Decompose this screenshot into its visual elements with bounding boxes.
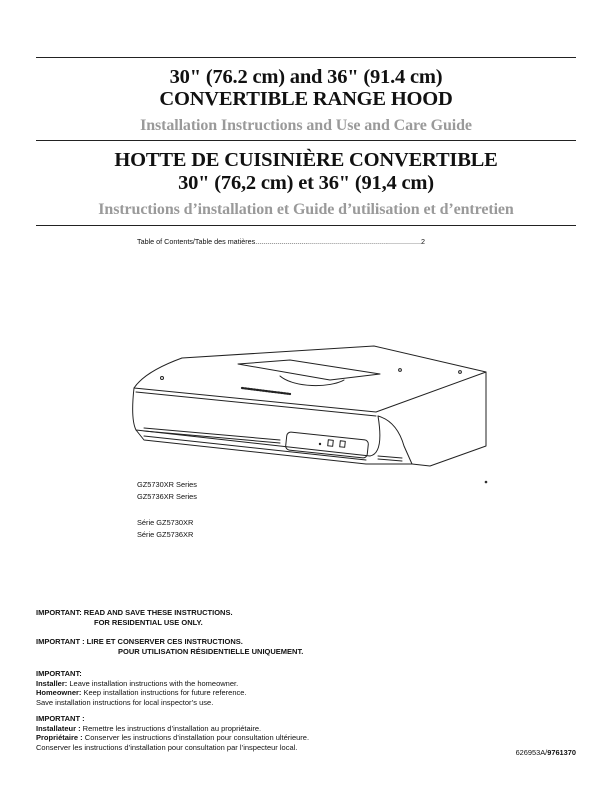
- series-list-fr: [137, 517, 193, 540]
- important-fr-line1: IMPORTANT : LIRE ET CONSERVER CES INSTRUCTIONS.: [36, 637, 243, 646]
- title-en-line2: CONVERTIBLE RANGE HOOD: [159, 88, 453, 110]
- title-fr-line2: 30" (76,2 cm) et 36" (91,4 cm): [178, 172, 434, 194]
- important-fr-heading: IMPORTANT :: [36, 714, 85, 723]
- installer-label: Installer:: [36, 678, 68, 688]
- important-installer-fr: [36, 714, 309, 752]
- proprietaire-label: Propriétaire :: [36, 733, 83, 743]
- part-number: [516, 748, 576, 757]
- subtitle-en: Installation Instructions and Use and Care Guide: [140, 117, 472, 134]
- important-read-save-fr: [36, 637, 303, 656]
- part-number-prefix: 626953A/: [515, 748, 548, 757]
- important-en-heading: IMPORTANT:: [36, 669, 82, 678]
- save-instructions-text: Save installation instructions for local inspector’s use.: [36, 697, 214, 707]
- important-installer-en: [36, 669, 247, 707]
- installateur-text: Remettre les instructions d’installation au propriétaire.: [80, 723, 262, 733]
- series-fr-item: Série GZ5730XR: [137, 518, 194, 527]
- homeowner-label: Homeowner:: [36, 688, 82, 698]
- important-en-line2: FOR RESIDENTIAL USE ONLY.: [94, 617, 203, 627]
- top-rule: [36, 57, 576, 58]
- table-of-contents-entry[interactable]: [137, 237, 477, 246]
- toc-page-number: 2: [421, 237, 426, 246]
- important-en-line1: IMPORTANT: READ AND SAVE THESE INSTRUCTIONS.: [36, 608, 233, 617]
- series-en-item: GZ5730XR Series: [137, 480, 197, 489]
- toc-label: Table of Contents/Table des matières: [137, 237, 256, 246]
- homeowner-text: Keep installation instructions for future reference.: [81, 688, 247, 698]
- important-read-save-en: [36, 608, 233, 627]
- range-hood-illustration: [130, 336, 490, 486]
- series-en-item: GZ5736XR Series: [137, 491, 197, 501]
- title-fr-line1: HOTTE DE CUISINIÈRE CONVERTIBLE: [114, 149, 498, 171]
- conserver-instructions-text: Conserver les instructions d’installation pour consultation par l’inspecteur local.: [36, 742, 298, 752]
- installateur-label: Installateur :: [36, 723, 81, 733]
- title-en-line1: 30" (76.2 cm) and 36" (91.4 cm): [169, 66, 443, 88]
- bottom-title-rule: [36, 225, 576, 226]
- proprietaire-text: Conserver les instructions d’installation pour consultation ultérieure.: [82, 733, 310, 743]
- series-fr-item: Série GZ5736XR: [137, 529, 194, 539]
- middle-rule: [36, 140, 576, 141]
- subtitle-fr: Instructions d’installation et Guide d’utilisation et d’entretien: [98, 201, 514, 218]
- series-list-en: [137, 479, 197, 502]
- part-number-suffix: 9761370: [547, 748, 576, 757]
- toc-leader: ...................................................................................: [255, 237, 422, 246]
- important-fr-line2: POUR UTILISATION RÉSIDENTIELLE UNIQUEMENT.: [118, 646, 304, 656]
- installer-text: Leave installation instructions with the homeowner.: [67, 678, 239, 688]
